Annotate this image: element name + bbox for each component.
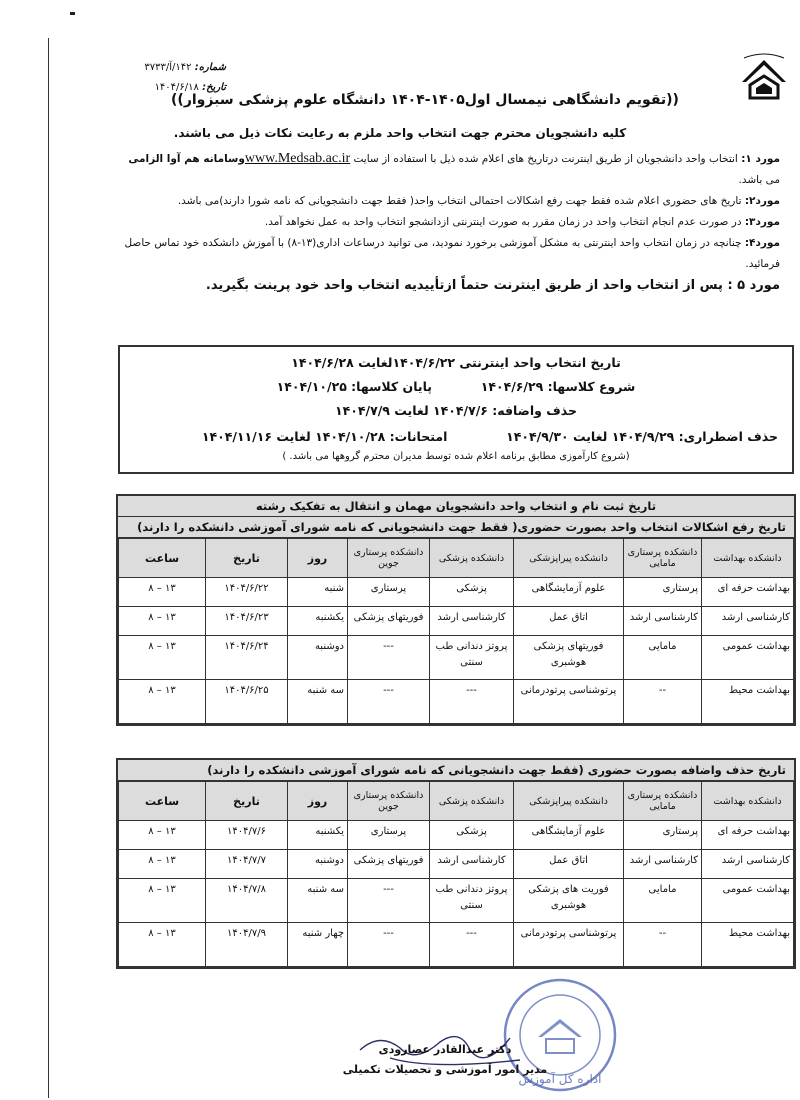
table-cell: سه شنبه (288, 879, 348, 923)
add-drop-table (116, 758, 796, 969)
col-header: دانشکده پرستاری جوین (348, 539, 430, 578)
item-3: مورد۳: در صورت عدم انجام انتخاب واحد در زمان مقرر به صورت اینترنتی ازدانشجو انتخاب واحد به عمل نخواهد آمد. (264, 216, 780, 228)
classes-end: پایان کلاسها: ۱۴۰۴/۱۰/۲۵ (276, 379, 432, 394)
table-cell: ۱۴۰۴/۶/۲۴ (206, 636, 288, 680)
table-cell: کارشناسی ارشد (624, 607, 702, 636)
table-cell: علوم آزمایشگاهی (514, 821, 624, 850)
table1 (118, 538, 794, 724)
table-cell: سه شنبه (288, 680, 348, 724)
table-cell: بهداشت محیط (702, 680, 794, 724)
scan-speck (70, 12, 75, 15)
table-cell: دوشنبه (288, 850, 348, 879)
emergency-exam-row (120, 429, 792, 444)
table-cell: بهداشت عمومی (702, 636, 794, 680)
table-cell: کارشناسی ارشد (430, 850, 514, 879)
online-selection-dates: تاریخ انتخاب واحد اینترنتی ۱۴۰۴/۶/۲۲لغایت ۱۴۰۴/۶/۲۸ (291, 355, 621, 370)
signer-title: مدیر امور آموزشی و تحصیلات تکمیلی (342, 1063, 548, 1076)
table1-header-row (119, 539, 794, 578)
table-cell: بهداشت حرفه ای (702, 821, 794, 850)
table-cell: پرتوشناسی پرتودرمانی (514, 923, 624, 967)
letter-date: ۱۴۰۴/۶/۱۸ (154, 82, 199, 93)
table-cell: ۱۳ – ۸ (119, 607, 206, 636)
table-cell: --- (348, 636, 430, 680)
table-row (119, 680, 794, 724)
table-cell: --- (348, 923, 430, 967)
table-cell: ۱۴۰۴/۷/۸ (206, 879, 288, 923)
table-cell: شنبه (288, 578, 348, 607)
table-cell: --- (348, 879, 430, 923)
table-cell: پرستاری (624, 578, 702, 607)
table-row (119, 636, 794, 680)
col-header: دانشکده پرستاری جوین (348, 782, 430, 821)
registration-table (116, 494, 796, 726)
table-cell: فوریت های پزشکی هوشبری (514, 879, 624, 923)
table-row (119, 821, 794, 850)
table-row (119, 879, 794, 923)
table-cell: کارشناسی ارشد (624, 850, 702, 879)
document-title: ((تقویم دانشگاهی نیمسال اول۱۴۰۵-۱۴۰۴ دانشگاه علوم پزشکی سبزوار)) (171, 92, 679, 108)
table-cell: بهداشت محیط (702, 923, 794, 967)
col-header: روز (288, 539, 348, 578)
table-cell: اتاق عمل (514, 850, 624, 879)
table-cell: چهار شنبه (288, 923, 348, 967)
table2-caption: تاریخ حذف واضافه بصورت حضوری (فقط جهت دانشجویانی که نامه شورای آموزشی دانشکده را دارند) (118, 760, 794, 781)
table-cell: پرستاری (624, 821, 702, 850)
table-cell: مامایی (624, 879, 702, 923)
table-cell: پروتز دندانی طب سنتی (430, 636, 514, 680)
signature-block (330, 1040, 560, 1080)
table-cell: کارشناسی ارشد (702, 607, 794, 636)
table-cell: ۱۴۰۴/۷/۹ (206, 923, 288, 967)
table-cell: کارشناسی ارشد (430, 607, 514, 636)
col-header: روز (288, 782, 348, 821)
table-row (119, 850, 794, 879)
table-cell: -- (624, 680, 702, 724)
col-header: ساعت (119, 539, 206, 578)
table-cell: پزشکی (430, 578, 514, 607)
col-header: دانشکده بهداشت (702, 782, 794, 821)
table-cell: ۱۳ – ۸ (119, 636, 206, 680)
col-header: دانشکده پزشکی (430, 782, 514, 821)
col-header: دانشکده پرستاری مامایی (624, 782, 702, 821)
table-cell: ۱۴۰۴/۶/۲۲ (206, 578, 288, 607)
item-4-tail: فرمائید. (745, 258, 780, 270)
site-link[interactable]: www.Medsab.ac.ir (244, 151, 351, 166)
table-cell: ۱۳ – ۸ (119, 850, 206, 879)
col-header: تاریخ (206, 539, 288, 578)
table-cell: --- (348, 680, 430, 724)
table2-header-row (119, 782, 794, 821)
col-header: دانشکده پیراپزشکی (514, 539, 624, 578)
table-cell: ۱۳ – ۸ (119, 680, 206, 724)
table-cell: ۱۴۰۴/۷/۷ (206, 850, 288, 879)
university-logo-icon (738, 52, 790, 104)
class-dates-row (120, 379, 792, 394)
table2 (118, 781, 794, 967)
item-1: مورد ۱: انتخاب واحد دانشجویان از طریق اینترنت درتاریخ های اعلام شده ذیل با استفاده از سایت www.Medsab.ac.irوسامانه هم آوا الزامی (128, 151, 780, 166)
table-cell: فوریتهای پزشکی (348, 607, 430, 636)
table-cell: ۱۴۰۴/۷/۶ (206, 821, 288, 850)
table-cell: کارشناسی ارشد (702, 850, 794, 879)
table-cell: فوریتهای پزشکی هوشبری (514, 636, 624, 680)
table-cell: بهداشت عمومی (702, 879, 794, 923)
stamp-text: اداره کل آموزش (518, 1072, 602, 1086)
table-cell: پرتوشناسی پرتودرمانی (514, 680, 624, 724)
table-cell: اتاق عمل (514, 607, 624, 636)
item-4: مورد۴: چنانچه در زمان انتخاب واحد اینترنتی به مشکل آموزشی برخورد نمودید، می توانید درساعات اداری(۱۳-۸) با آموزش دانشکده خود تماس حاصل (124, 237, 780, 249)
classes-start: شروع کلاسها: ۱۴۰۴/۶/۲۹ (480, 379, 636, 394)
table-cell: یکشنبه (288, 607, 348, 636)
table-cell: پرستاری (348, 821, 430, 850)
col-header: تاریخ (206, 782, 288, 821)
intro-text: کلیه دانشجویان محترم جهت انتخاب واحد ملزم به رعایت نکات ذیل می باشند. (173, 126, 627, 140)
item-5: مورد ۵ : پس از انتخاب واحد از طریق اینترنت حتماً ازتأییدیه انتخاب واحد خود پرینت بگیرید. (205, 278, 780, 293)
table-cell: پروتز دندانی طب سنتی (430, 879, 514, 923)
table-row (119, 923, 794, 967)
col-header: دانشکده پرستاری مامایی (624, 539, 702, 578)
signer-name: دکتر عبدالقادر عصارودی (378, 1043, 512, 1056)
table-cell: ۱۳ – ۸ (119, 821, 206, 850)
emergency-drop: حذف اضطراری: ۱۴۰۴/۹/۲۹ لغایت ۱۴۰۴/۹/۳۰ (506, 429, 778, 444)
col-header: دانشکده بهداشت (702, 539, 794, 578)
col-header: ساعت (119, 782, 206, 821)
date-label: تاریخ: (202, 82, 226, 93)
table-cell: ۱۳ – ۸ (119, 923, 206, 967)
internship-note: (شروع کارآموزی مطابق برنامه اعلام شده توسط مدیران محترم گروهها می باشد. ) (282, 451, 630, 462)
table1-caption: تاریخ ثبت نام و انتخاب واحد دانشجویان مهمان و انتقال به تفکیک رشته (118, 496, 794, 517)
table-cell: علوم آزمایشگاهی (514, 578, 624, 607)
table-cell: یکشنبه (288, 821, 348, 850)
table-cell: فوریتهای پزشکی (348, 850, 430, 879)
items-list (62, 148, 780, 296)
key-dates-box (118, 345, 794, 474)
table-cell: ۱۴۰۴/۶/۲۵ (206, 680, 288, 724)
table1-subcaption: تاریخ رفع اشکالات انتخاب واحد بصورت حضوری( فقط جهت دانشجویانی که نامه شورای آموزشی دانشکده را دارند) (118, 517, 794, 538)
add-drop-dates: حذف واضافه: ۱۴۰۴/۷/۶ لغایت ۱۴۰۴/۷/۹ (335, 403, 577, 418)
table-row (119, 607, 794, 636)
table-cell: پرستاری (348, 578, 430, 607)
number-label: شماره: (194, 62, 226, 73)
table-cell: ۱۳ – ۸ (119, 578, 206, 607)
item-2: مورد۲: تاریخ های حضوری اعلام شده فقط جهت رفع اشکالات احتمالی انتخاب واحد( فقط جهت دانشجویانی که نامه شورا دارند)می باشد. (177, 195, 780, 207)
item-1-tail: می باشد. (738, 174, 780, 186)
exam-dates: امتحانات: ۱۴۰۴/۱۰/۲۸ لغایت ۱۴۰۴/۱۱/۱۶ (201, 429, 448, 444)
table-cell: پزشکی (430, 821, 514, 850)
table-cell: مامایی (624, 636, 702, 680)
col-header: دانشکده پزشکی (430, 539, 514, 578)
table-cell: ۱۴۰۴/۶/۲۳ (206, 607, 288, 636)
table-cell: دوشنبه (288, 636, 348, 680)
letter-number: ۱۴۲/آ/۳۷۳۳ (144, 62, 192, 73)
table-cell: --- (430, 680, 514, 724)
col-header: دانشکده پیراپزشکی (514, 782, 624, 821)
table-cell: -- (624, 923, 702, 967)
table-cell: --- (430, 923, 514, 967)
table-row (119, 578, 794, 607)
table-cell: ۱۳ – ۸ (119, 879, 206, 923)
table-cell: بهداشت حرفه ای (702, 578, 794, 607)
